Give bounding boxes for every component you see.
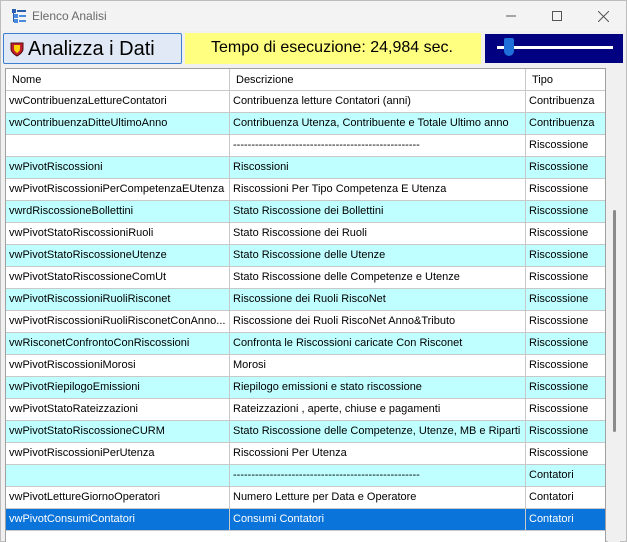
row-tipo-cell[interactable]: Contatori [526, 465, 606, 486]
minimize-button[interactable] [488, 1, 534, 31]
row-nome-cell[interactable]: vwPivotRiscossioniPerCompetenzaEUtenza [6, 179, 230, 200]
table-row[interactable] [6, 465, 606, 487]
table-row[interactable] [6, 333, 606, 355]
table-row[interactable] [6, 113, 606, 135]
toolbar [1, 31, 626, 67]
row-descrizione-cell[interactable]: Riscossioni [230, 157, 526, 178]
slider-thumb[interactable] [504, 38, 514, 56]
row-nome-cell[interactable]: vwPivotStatoRiscossioneComUt [6, 267, 230, 288]
row-nome-cell[interactable]: vwPivotRiscossioniMorosi [6, 355, 230, 376]
execution-time-panel [185, 33, 481, 64]
row-nome-cell[interactable]: vwPivotRiscossioniRuoliRisconet [6, 289, 230, 310]
table-row[interactable] [6, 311, 606, 333]
row-nome-cell[interactable]: vwPivotLettureGiornoOperatori [6, 487, 230, 508]
row-tipo-cell[interactable]: Riscossione [526, 399, 606, 420]
table-row[interactable] [6, 377, 606, 399]
row-descrizione-cell[interactable]: Numero Letture per Data e Operatore [230, 487, 526, 508]
row-descrizione-cell[interactable]: Stato Riscossione delle Competenze e Utenze [230, 267, 526, 288]
table-row[interactable] [6, 267, 606, 289]
row-nome-cell[interactable]: vwPivotRiepilogoEmissioni [6, 377, 230, 398]
table-row[interactable] [6, 201, 606, 223]
close-button[interactable] [580, 1, 626, 31]
table-row[interactable] [6, 223, 606, 245]
row-tipo-cell[interactable]: Riscossione [526, 179, 606, 200]
maximize-button[interactable] [534, 1, 580, 31]
grid-header [6, 69, 606, 91]
analyze-data-button[interactable] [3, 33, 182, 64]
row-tipo-cell[interactable]: Riscossione [526, 135, 606, 156]
row-nome-cell[interactable]: vwPivotRiscossioniPerUtenza [6, 443, 230, 464]
row-nome-cell[interactable]: vwPivotStatoRateizzazioni [6, 399, 230, 420]
table-row[interactable] [6, 509, 606, 531]
row-tipo-cell[interactable]: Contatori [526, 509, 606, 530]
row-tipo-cell[interactable]: Riscossione [526, 443, 606, 464]
maximize-icon [552, 11, 562, 21]
analysis-grid [5, 68, 606, 542]
row-tipo-cell[interactable]: Riscossione [526, 355, 606, 376]
row-tipo-cell[interactable]: Riscossione [526, 333, 606, 354]
row-tipo-cell[interactable]: Contatori [526, 487, 606, 508]
row-descrizione-cell[interactable]: Consumi Contatori [230, 509, 526, 530]
minimize-icon [506, 11, 516, 21]
row-descrizione-cell[interactable]: Contribuenza Utenza, Contribuente e Totale Ultimo anno [230, 113, 526, 134]
row-descrizione-cell[interactable]: Stato Riscossione delle Utenze [230, 245, 526, 266]
table-row[interactable] [6, 157, 606, 179]
row-nome-cell[interactable]: vwContribuenzaDitteUltimoAnno [6, 113, 230, 134]
row-descrizione-cell[interactable]: --------------------------------------------------- [230, 465, 526, 486]
row-nome-cell[interactable]: vwPivotRiscossioniRuoliRisconetConAnno... [6, 311, 230, 332]
row-tipo-cell[interactable]: Riscossione [526, 267, 606, 288]
row-nome-cell[interactable] [6, 465, 230, 486]
row-nome-cell[interactable]: vwRisconetConfrontoConRiscossioni [6, 333, 230, 354]
title-bar [1, 1, 626, 31]
row-descrizione-cell[interactable]: Contribuenza letture Contatori (anni) [230, 91, 526, 112]
table-row[interactable] [6, 135, 606, 157]
table-row[interactable] [6, 355, 606, 377]
vertical-scrollbar[interactable] [608, 68, 620, 542]
table-row[interactable] [6, 91, 606, 113]
row-nome-cell[interactable] [6, 135, 230, 156]
column-header-descrizione[interactable]: Descrizione [230, 69, 526, 91]
row-descrizione-cell[interactable]: Morosi [230, 355, 526, 376]
row-descrizione-cell[interactable]: Riscossioni Per Utenza [230, 443, 526, 464]
table-row[interactable] [6, 289, 606, 311]
row-nome-cell[interactable]: vwPivotStatoRiscossioneCURM [6, 421, 230, 442]
row-nome-cell[interactable]: vwPivotRiscossioni [6, 157, 230, 178]
row-descrizione-cell[interactable]: Riscossione dei Ruoli RiscoNet [230, 289, 526, 310]
row-descrizione-cell[interactable]: Stato Riscossione dei Bollettini [230, 201, 526, 222]
analyze-data-label: Analizza i Dati [28, 38, 155, 60]
execution-time-label: Tempo di esecuzione: 24,984 sec. [211, 39, 453, 56]
table-row[interactable] [6, 487, 606, 509]
scrollbar-thumb[interactable] [613, 210, 616, 432]
window-title: Elenco Analisi [32, 9, 107, 23]
shield-icon [9, 41, 25, 57]
table-row[interactable] [6, 443, 606, 465]
row-descrizione-cell[interactable]: --------------------------------------------------- [230, 135, 526, 156]
row-descrizione-cell[interactable]: Riscossioni Per Tipo Competenza E Utenza [230, 179, 526, 200]
row-descrizione-cell[interactable]: Rateizzazioni , aperte, chiuse e pagamenti [230, 399, 526, 420]
row-tipo-cell[interactable]: Contribuenza [526, 113, 606, 134]
table-row[interactable] [6, 399, 606, 421]
row-nome-cell[interactable]: vwContribuenzaLettureContatori [6, 91, 230, 112]
row-tipo-cell[interactable]: Contribuenza [526, 91, 606, 112]
close-icon [598, 11, 609, 22]
row-tipo-cell[interactable]: Riscossione [526, 289, 606, 310]
table-row[interactable] [6, 245, 606, 267]
column-header-nome[interactable]: Nome [6, 69, 230, 91]
row-descrizione-cell[interactable]: Stato Riscossione dei Ruoli [230, 223, 526, 244]
row-tipo-cell[interactable]: Riscossione [526, 201, 606, 222]
row-tipo-cell[interactable]: Riscossione [526, 311, 606, 332]
row-tipo-cell[interactable]: Riscossione [526, 377, 606, 398]
row-nome-cell[interactable]: vwPivotConsumiContatori [6, 509, 230, 530]
row-descrizione-cell[interactable]: Stato Riscossione delle Competenze, Utenze, MB e Riparti [230, 421, 526, 442]
row-nome-cell[interactable]: vwPivotStatoRiscossioniRuoli [6, 223, 230, 244]
row-nome-cell[interactable]: vwPivotStatoRiscossioneUtenze [6, 245, 230, 266]
row-descrizione-cell[interactable]: Confronta le Riscossioni caricate Con Risconet [230, 333, 526, 354]
app-list-icon [11, 8, 27, 24]
row-nome-cell[interactable]: vwrdRiscossioneBollettini [6, 201, 230, 222]
row-tipo-cell[interactable]: Riscossione [526, 421, 606, 442]
row-tipo-cell[interactable]: Riscossione [526, 245, 606, 266]
row-descrizione-cell[interactable]: Riepilogo emissioni e stato riscossione [230, 377, 526, 398]
row-descrizione-cell[interactable]: Riscossione dei Ruoli RiscoNet Anno&Tributo [230, 311, 526, 332]
row-tipo-cell[interactable]: Riscossione [526, 223, 606, 244]
row-tipo-cell[interactable]: Riscossione [526, 157, 606, 178]
table-row[interactable] [6, 421, 606, 443]
table-row[interactable] [6, 179, 606, 201]
column-header-tipo[interactable]: Tipo [526, 69, 606, 91]
speed-slider[interactable] [485, 34, 623, 63]
slider-track[interactable] [497, 46, 613, 49]
